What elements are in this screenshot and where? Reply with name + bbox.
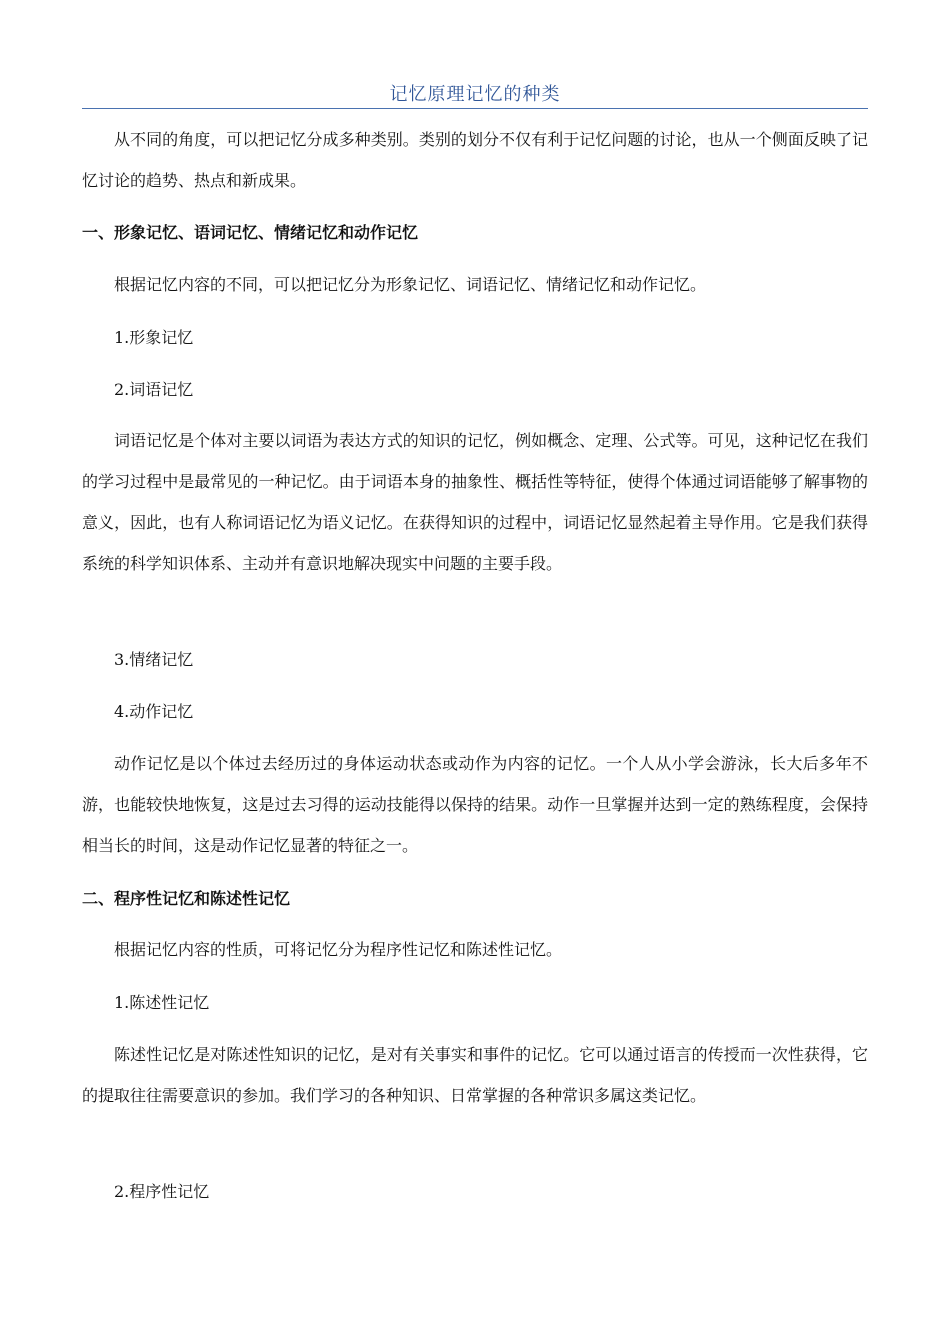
section-2-intro: 根据记忆内容的性质，可将记忆分为程序性记忆和陈述性记忆。 xyxy=(114,940,563,959)
section-1-item-2-text: 词语记忆是个体对主要以词语为表达方式的知识的记忆，例如概念、定理、公式等。可见，这种记忆在我们的学习过程中是最常见的一种记忆。由于词语本身的抽象性、概括性等特征，使得个体通过词语能够了解事物的意义，因此，也有人称词语记忆为语义记忆。在获得知识的过程中，词语记忆显然起着主导作用。它是我们获得系统的科学知识体系、主动并有意识地解决现实中问题的主要手段。 xyxy=(82,431,868,573)
section-1-item-1: 1.形象记忆 xyxy=(114,328,194,347)
section-2-item-1-text: 陈述性记忆是对陈述性知识的记忆，是对有关事实和事件的记忆。它可以通过语言的传授而一次性获得，它的提取往往需要意识的参加。我们学习的各种知识、日常掌握的各种常识多属这类记忆。 xyxy=(82,1045,868,1105)
section-2-item-1: 1.陈述性记忆 xyxy=(114,993,210,1012)
section-2-item-2: 2.程序性记忆 xyxy=(114,1182,210,1201)
section-2-heading: 二、程序性记忆和陈述性记忆 xyxy=(82,889,291,908)
intro-paragraph: 从不同的角度，可以把记忆分成多种类别。类别的划分不仅有利于记忆问题的讨论，也从一个侧面反映了记忆讨论的趋势、热点和新成果。 xyxy=(82,130,868,190)
title-underline xyxy=(82,108,868,109)
section-1-item-4: 4.动作记忆 xyxy=(114,702,194,721)
section-1-heading: 一、形象记忆、语词记忆、情绪记忆和动作记忆 xyxy=(82,223,419,242)
section-1-intro: 根据记忆内容的不同，可以把记忆分为形象记忆、词语记忆、情绪记忆和动作记忆。 xyxy=(114,275,707,294)
page-title: 记忆原理记忆的种类 xyxy=(389,84,561,105)
section-1-item-2: 2.词语记忆 xyxy=(114,380,194,399)
section-1-item-4-text: 动作记忆是以个体过去经历过的身体运动状态或动作为内容的记忆。一个人从小学会游泳，长大后多年不游，也能较快地恢复，这是过去习得的运动技能得以保持的结果。动作一旦掌握并达到一定的熟练程度，会保持相当长的时间，这是动作记忆显著的特征之一。 xyxy=(82,754,868,855)
section-1-item-3: 3.情绪记忆 xyxy=(114,650,194,669)
